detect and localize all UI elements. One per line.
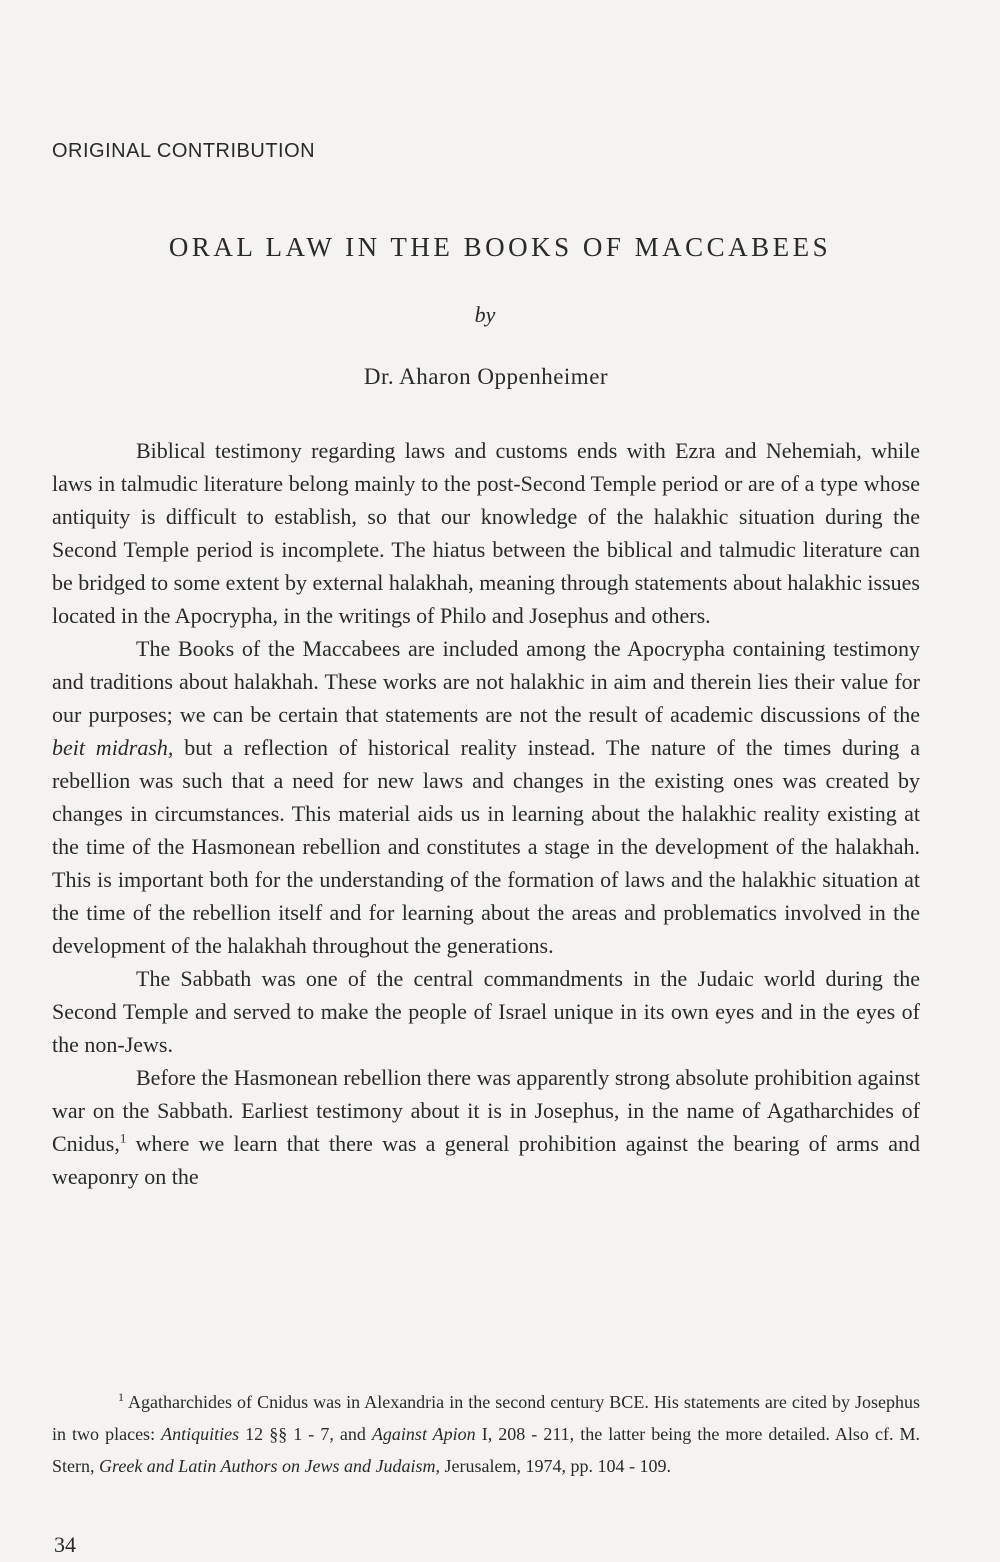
footnote-italic-2: Against Apion — [371, 1424, 476, 1444]
paragraph-4 — [52, 1061, 920, 1193]
footnote-text-1: Agatharchides of Cnidus was in Alexandria in the second century BCE. His statements are cited by Josephus in two places: — [52, 1392, 920, 1444]
section-label: ORIGINAL CONTRIBUTION — [52, 140, 316, 162]
page-number: 34 — [54, 1532, 76, 1557]
paragraph-4-text-b: where we learn that there was a general prohibition against the bearing of arms and weaponry on the — [52, 1131, 920, 1189]
footnote-italic-1: Antiquities — [161, 1424, 240, 1444]
paragraph-4-text-a: Before the Hasmonean rebellion there was apparently strong absolute prohibition against war on the Sabbath. Earliest testimony about it is in Josephus, in the name of Agatharchides of Cnidus, — [52, 1065, 920, 1156]
footnote-text-2: 12 §§ 1 - 7, and — [239, 1424, 372, 1444]
footnote-text-3: I, 208 - 211, the latter being the more detailed. Also cf. M. Stern, — [52, 1424, 920, 1476]
article-title: ORAL LAW IN THE BOOKS OF MACCABEES — [168, 232, 832, 262]
paragraph-3: The Sabbath was one of the central commandments in the Judaic world during the Second Temple and served to make the people of Israel unique in its own eyes and in the eyes of the non-Jews. — [52, 966, 920, 1057]
paragraph-1: Biblical testimony regarding laws and customs ends with Ezra and Nehemiah, while laws in talmudic literature belong mainly to the post-Second Temple period or are of a type whose antiquity is difficult to establish, so that our knowledge of the halakhic situation during the Second Temple period is incomplete. The hiatus between the biblical and talmudic literature can be bridged to some extent by external halakhah, meaning through statements about halakhic issues located in the Apocrypha, in the writings of Philo and Josephus and others. — [52, 438, 920, 628]
footnote-marker: 1 — [118, 1390, 124, 1404]
italic-term: beit midrash, — [52, 735, 174, 760]
article-body — [52, 434, 920, 1193]
footnote-1 — [52, 1386, 920, 1482]
paragraph-2-text-a: The Books of the Maccabees are included among the Apocrypha containing testimony and traditions about halakhah. These works are not halakhic in aim and therein lies their value for our purposes; we can be certain that statements are not the result of academic discussions of the — [52, 636, 920, 727]
footnote-reference[interactable]: 1 — [119, 1130, 127, 1146]
paragraph-2-text-b: but a reflection of historical reality instead. The nature of the times during a rebellion was such that a need for new laws and changes in the existing ones was created by changes in circumstances. This material aids us in learning about the halakhic reality existing at the time of the Hasmonean rebellion and constitutes a stage in the development of the halakhah. This is important both for the understanding of the formation of laws and the halakhic situation at the time of the rebellion itself and for learning about the areas and problematics involved in the development of the halakhah throughout the generations. — [52, 735, 921, 958]
paragraph-2 — [52, 632, 920, 962]
footnote-italic-3: Greek and Latin Authors on Jews and Judaism — [99, 1456, 436, 1476]
byline: by — [474, 302, 496, 327]
author-name: Dr. Aharon Oppenheimer — [363, 364, 609, 389]
footnotes — [52, 1386, 920, 1482]
footnote-text-4: , Jerusalem, 1974, pp. 104 - 109. — [435, 1456, 671, 1476]
